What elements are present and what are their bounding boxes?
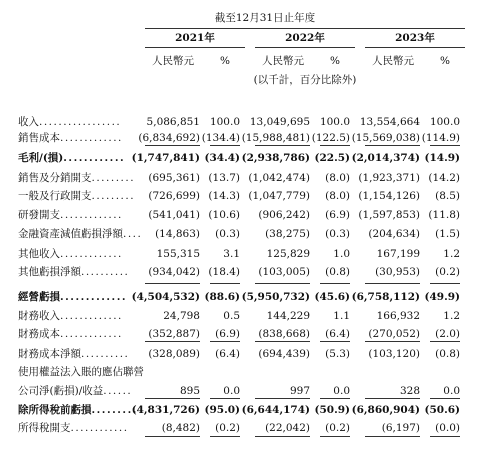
- row-value-cell: 997: [289, 385, 310, 397]
- row-label-text: 銷售及分銷開支: [18, 172, 92, 184]
- row-value-cell: (270,052): [368, 328, 420, 340]
- subtotal-rule: [365, 145, 420, 146]
- row-value-cell: (6,834,692): [138, 132, 200, 144]
- row-value-cell: (1,923,371): [358, 172, 420, 184]
- row-value-cell: (541,041): [148, 209, 200, 221]
- row-label-text: 收入: [18, 116, 39, 128]
- row-value-cell: 328: [399, 385, 420, 397]
- row-value-cell: (11.8): [428, 209, 460, 221]
- row-label-text: 經營虧損: [18, 291, 60, 303]
- row-label: [18, 291, 148, 303]
- row-value-cell: (13.7): [208, 172, 240, 184]
- row-value-cell: (0.2): [215, 422, 240, 434]
- row-value-cell: (22,042): [265, 422, 310, 434]
- row-value-cell: (30,953): [375, 266, 420, 278]
- subtotal-rule: [145, 398, 200, 399]
- row-value-cell: 5,086,851: [146, 116, 200, 128]
- header-rule: [145, 28, 465, 29]
- row-leader-dots: .............: [60, 248, 123, 260]
- row-label-text: 公司淨(虧損)/收益: [18, 385, 104, 397]
- row-leader-dots: .................: [39, 116, 122, 128]
- row-leader-dots: .............: [60, 291, 128, 303]
- subtotal-rule: [430, 341, 460, 342]
- row-label-text: 銷售成本: [18, 132, 60, 144]
- subtotal-rule: [210, 283, 240, 284]
- subtotal-rule: [255, 145, 310, 146]
- row-value-cell: 167,199: [376, 248, 420, 260]
- row-value-cell: (5,950,732): [241, 291, 310, 303]
- row-leader-dots: .............: [60, 310, 123, 322]
- row-value-cell: 0.5: [223, 310, 240, 322]
- col-rmb-2022: 人民幣元: [262, 55, 304, 67]
- row-value-cell: 1.0: [333, 248, 350, 260]
- row-value-cell: (18.4): [208, 266, 240, 278]
- row-leader-dots: .........: [91, 190, 136, 202]
- row-value-cell: (114.9): [421, 132, 460, 144]
- year-2023: 2023年: [395, 32, 435, 44]
- subtotal-rule: [320, 145, 350, 146]
- subtotal-rule: [320, 283, 350, 284]
- row-value-cell: 3.1: [223, 248, 240, 260]
- col-pct-2021: %: [220, 55, 230, 67]
- row-value-cell: 1.2: [443, 310, 460, 322]
- subtotal-rule: [320, 341, 350, 342]
- row-leader-dots: .........: [91, 172, 136, 184]
- subtotal-rule: [210, 398, 240, 399]
- row-value-cell: 100.0: [429, 116, 460, 128]
- row-value-cell: (103,005): [258, 266, 310, 278]
- row-value-cell: 24,798: [163, 310, 200, 322]
- row-value-cell: (8,482): [161, 422, 200, 434]
- row-value-cell: (5.3): [325, 348, 350, 360]
- row-value-cell: 0.0: [443, 385, 460, 397]
- row-value-cell: (695,361): [148, 172, 200, 184]
- row-leader-dots: ............: [63, 152, 126, 164]
- row-value-cell: 100.0: [209, 116, 240, 128]
- row-label-text: 財務成本: [18, 328, 60, 340]
- row-leader-dots: ....: [123, 228, 143, 240]
- row-value-cell: (95.0): [204, 404, 240, 416]
- subtotal-rule: [320, 398, 350, 399]
- row-label-text: 研發開支: [18, 209, 60, 221]
- row-label: [18, 248, 148, 260]
- row-value-cell: (1,047,779): [248, 190, 310, 202]
- row-value-cell: 155,315: [156, 248, 200, 260]
- row-label: [18, 172, 148, 184]
- row-label: [18, 422, 148, 434]
- subtotal-rule: [145, 436, 200, 437]
- row-label-text: 使用權益法入賬的應佔聯營: [18, 366, 144, 378]
- row-value-cell: (50.6): [424, 404, 460, 416]
- year-2022: 2022年: [285, 32, 325, 44]
- row-label-text: 所得稅開支: [18, 422, 71, 434]
- row-value-cell: (45.6): [314, 291, 350, 303]
- row-value-cell: (694,439): [258, 348, 310, 360]
- row-value-cell: (1.5): [435, 228, 460, 240]
- row-value-cell: (8.0): [325, 172, 350, 184]
- row-value-cell: (134.4): [201, 132, 240, 144]
- row-value-cell: 13,554,664: [359, 116, 420, 128]
- col-pct-2022: %: [330, 55, 340, 67]
- row-value-cell: (8.5): [435, 190, 460, 202]
- row-value-cell: 125,829: [266, 248, 310, 260]
- row-value-cell: (934,042): [148, 266, 200, 278]
- row-value-cell: (2,014,374): [351, 152, 420, 164]
- row-value-cell: (2,938,786): [241, 152, 310, 164]
- subtotal-rule: [210, 341, 240, 342]
- row-leader-dots: .........: [91, 404, 138, 416]
- row-leader-dots: .............: [60, 209, 123, 221]
- row-value-cell: (14.3): [208, 190, 240, 202]
- subtotal-rule: [145, 145, 200, 146]
- row-label-text: 一般及行政開支: [18, 190, 92, 202]
- row-value-cell: (15,988,481): [241, 132, 310, 144]
- row-label: [18, 152, 148, 164]
- subtotal-rule: [255, 398, 310, 399]
- row-value-cell: 895: [179, 385, 200, 397]
- row-value-cell: (14.9): [424, 152, 460, 164]
- subtotal-rule: [255, 283, 310, 284]
- row-leader-dots: ..........: [81, 348, 130, 360]
- row-label: [18, 385, 148, 397]
- row-leader-dots: ............: [70, 422, 129, 434]
- subtotal-rule: [365, 341, 420, 342]
- subtotal-rule: [210, 436, 240, 437]
- row-value-cell: (6.4): [325, 328, 350, 340]
- year-2021: 2021年: [175, 32, 215, 44]
- row-value-cell: 1.1: [333, 310, 350, 322]
- row-value-cell: (50.9): [314, 404, 350, 416]
- row-label: [18, 209, 148, 221]
- col-rmb-2021: 人民幣元: [152, 55, 194, 67]
- row-value-cell: (352,887): [148, 328, 200, 340]
- row-value-cell: (6,860,904): [351, 404, 420, 416]
- row-label-text: 除所得稅前虧損: [18, 404, 92, 416]
- row-value-cell: 13,049,695: [249, 116, 310, 128]
- row-value-cell: (328,089): [148, 348, 200, 360]
- row-value-cell: (0.8): [435, 348, 460, 360]
- row-value-cell: 166,932: [376, 310, 420, 322]
- row-value-cell: 144,229: [266, 310, 310, 322]
- row-label: [18, 132, 148, 144]
- row-label-text: 財務收入: [18, 310, 60, 322]
- subtotal-rule: [210, 145, 240, 146]
- row-value-cell: (0.3): [215, 228, 240, 240]
- row-label: [18, 310, 148, 322]
- row-value-cell: (14.2): [428, 172, 460, 184]
- col-rmb-2023: 人民幣元: [372, 55, 414, 67]
- row-label: [18, 328, 148, 340]
- row-value-cell: (103,120): [368, 348, 420, 360]
- row-value-cell: (1,747,841): [131, 152, 200, 164]
- year-2022-rule: [255, 47, 355, 48]
- row-label-text: 其他虧損淨額: [18, 266, 81, 278]
- row-value-cell: (838,668): [258, 328, 310, 340]
- unit-note: (以千計，百分比除外): [253, 74, 357, 86]
- row-value-cell: (10.6): [208, 209, 240, 221]
- row-value-cell: (726,699): [148, 190, 200, 202]
- subtotal-rule: [365, 283, 420, 284]
- col-pct-2023: %: [440, 55, 450, 67]
- row-value-cell: (1,597,853): [358, 209, 420, 221]
- subtotal-rule: [430, 145, 460, 146]
- row-value-cell: (6.9): [215, 328, 240, 340]
- row-value-cell: 0.0: [223, 385, 240, 397]
- subtotal-rule: [255, 436, 310, 437]
- subtotal-rule: [430, 436, 460, 437]
- row-value-cell: (6.4): [215, 348, 240, 360]
- row-value-cell: (8.0): [325, 190, 350, 202]
- row-value-cell: 1.2: [443, 248, 460, 260]
- row-value-cell: (1,042,474): [248, 172, 310, 184]
- subtotal-rule: [320, 436, 350, 437]
- row-leader-dots: ..........: [81, 266, 130, 278]
- row-value-cell: (15,569,038): [351, 132, 420, 144]
- row-value-cell: (0.0): [435, 422, 460, 434]
- row-value-cell: (0.2): [325, 422, 350, 434]
- row-value-cell: (6,758,112): [351, 291, 420, 303]
- row-value-cell: (4,831,726): [131, 404, 200, 416]
- subtotal-rule: [365, 398, 420, 399]
- row-label-text: 其他收入: [18, 248, 60, 260]
- row-label-text: 財務成本淨額: [18, 348, 81, 360]
- subtotal-rule: [255, 341, 310, 342]
- row-value-cell: (88.6): [204, 291, 240, 303]
- row-value-cell: (0.8): [325, 266, 350, 278]
- row-value-cell: (1,154,126): [358, 190, 420, 202]
- row-value-cell: 0.0: [333, 385, 350, 397]
- subtotal-rule: [430, 283, 460, 284]
- row-label: [18, 366, 148, 378]
- row-value-cell: (6,644,174): [241, 404, 310, 416]
- row-label-text: 毛利/(損): [18, 152, 64, 164]
- row-value-cell: 100.0: [319, 116, 350, 128]
- row-leader-dots: .............: [60, 328, 123, 340]
- row-label-text: 金融資產減值虧損淨額: [18, 228, 123, 240]
- period-title: 截至12月31日止年度: [214, 12, 316, 24]
- subtotal-rule: [145, 341, 200, 342]
- row-value-cell: (38,275): [265, 228, 310, 240]
- row-label: [18, 348, 148, 360]
- row-value-cell: (204,634): [368, 228, 420, 240]
- row-value-cell: (0.3): [325, 228, 350, 240]
- year-2023-rule: [365, 47, 465, 48]
- subtotal-rule: [430, 398, 460, 399]
- row-label: [18, 190, 148, 202]
- row-value-cell: (34.4): [204, 152, 240, 164]
- subtotal-rule: [145, 283, 200, 284]
- row-value-cell: (906,242): [258, 209, 310, 221]
- row-label: [18, 228, 148, 240]
- row-value-cell: (6.9): [325, 209, 350, 221]
- row-label: [18, 266, 148, 278]
- row-leader-dots: .............: [60, 132, 123, 144]
- row-value-cell: (0.2): [435, 266, 460, 278]
- row-value-cell: (2.0): [435, 328, 460, 340]
- row-value-cell: (14,863): [155, 228, 200, 240]
- row-label: [18, 116, 148, 128]
- row-value-cell: (49.9): [424, 291, 460, 303]
- row-value-cell: (122.5): [311, 132, 350, 144]
- row-value-cell: (4,504,532): [131, 291, 200, 303]
- row-leader-dots: ......: [103, 385, 133, 397]
- subtotal-rule: [365, 436, 420, 437]
- row-label: [18, 404, 148, 416]
- row-value-cell: (6,197): [381, 422, 420, 434]
- year-2021-rule: [145, 47, 245, 48]
- row-value-cell: (22.5): [314, 152, 350, 164]
